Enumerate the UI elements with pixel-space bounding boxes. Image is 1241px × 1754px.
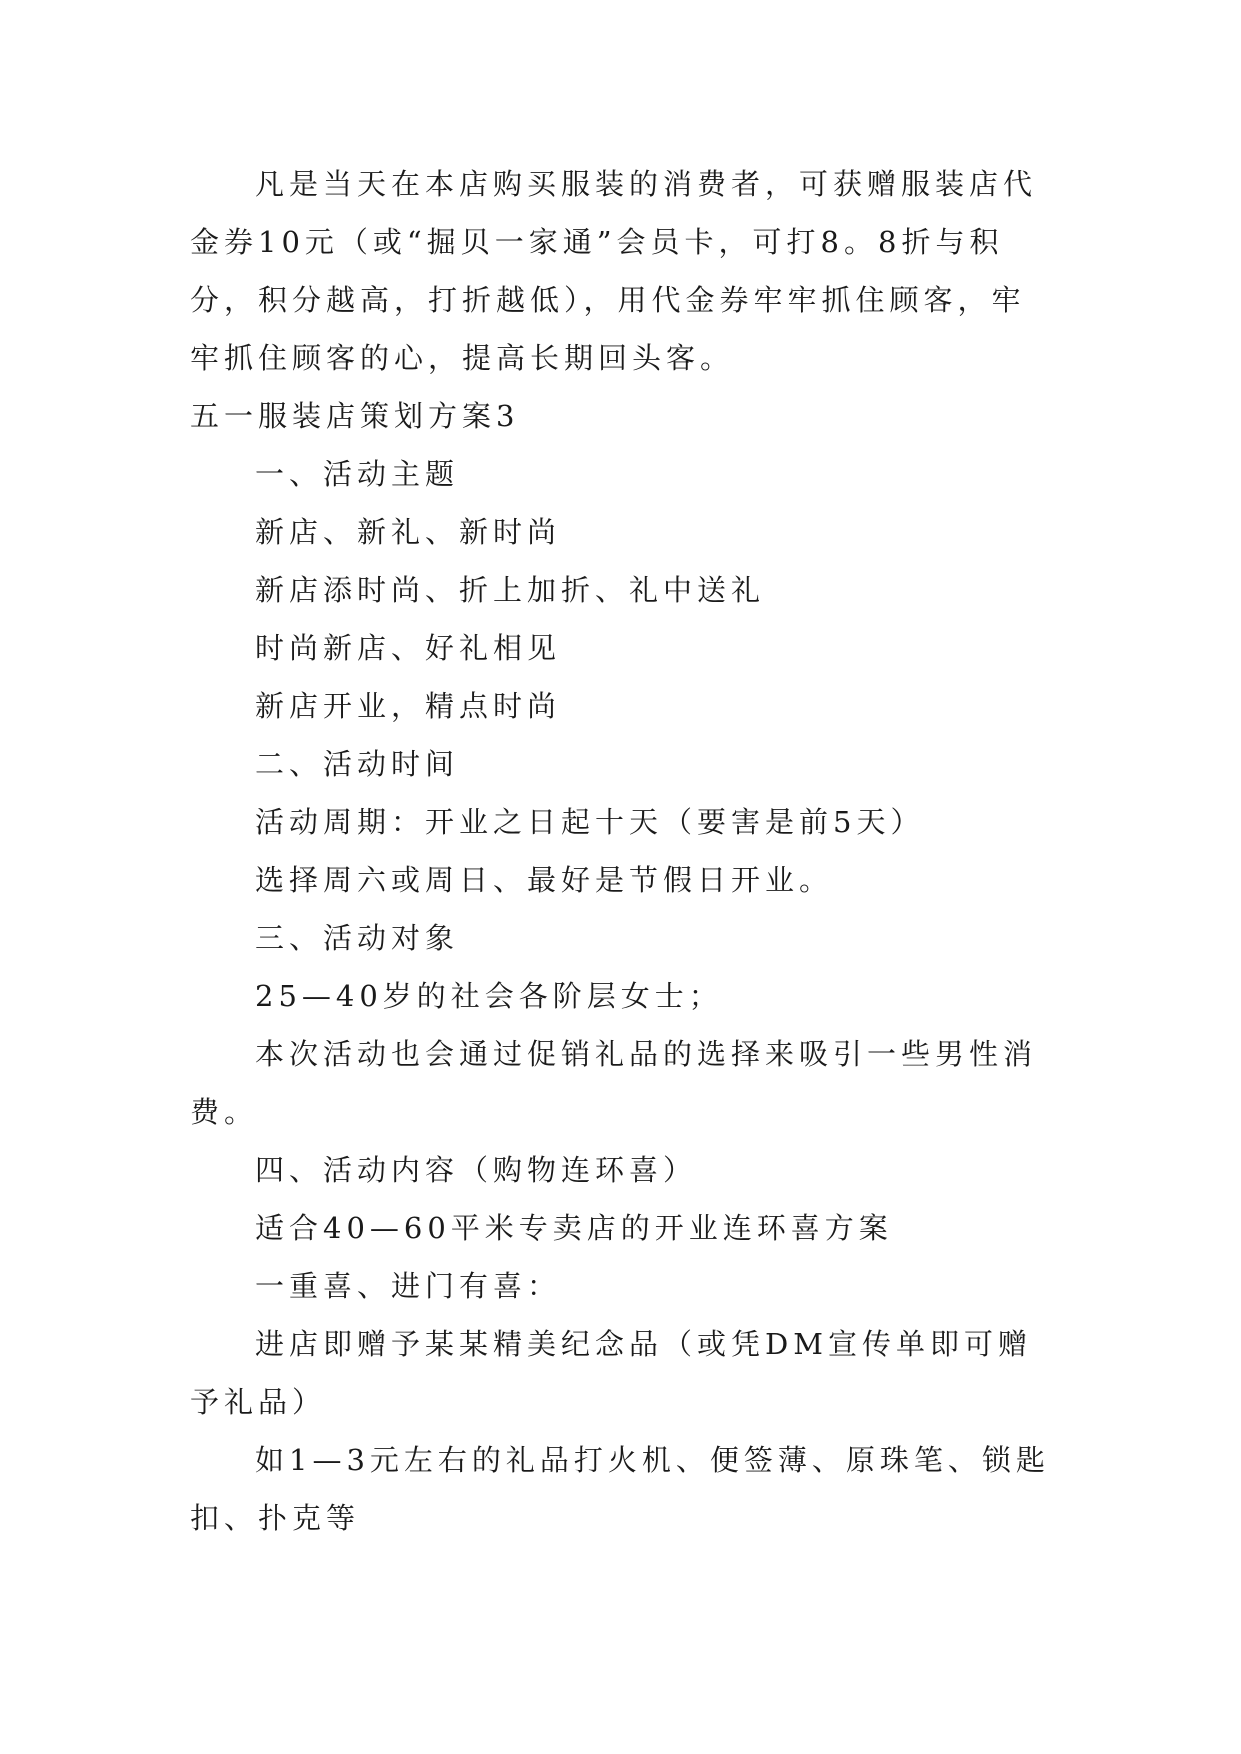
theme-line-4: 新店开业，精点时尚	[255, 689, 562, 723]
theme-line-3: 时尚新店、好礼相见	[255, 631, 562, 665]
first-joy-heading: 一重喜、进门有喜：	[255, 1269, 562, 1303]
paragraph-voucher-offer: 凡是当天在本店购买服装的消费者，可获赠服装店代金券10元（或“掘贝一家通”会员卡，可打8。8折与积分，积分越高，打折越低），用代金券牢牢抓住顾客，牢牢抓住顾客的心，提高长期回头客。	[190, 167, 1038, 375]
theme-line-1: 新店、新礼、新时尚	[255, 515, 562, 549]
heading-activity-target: 三、活动对象	[255, 921, 460, 955]
opening-day-choice: 选择周六或周日、最好是节假日开业。	[255, 863, 834, 897]
target-women: 25—40岁的社会各阶层女士；	[255, 979, 723, 1013]
theme-line-2: 新店添时尚、折上加折、礼中送礼	[255, 573, 766, 607]
document-body	[190, 155, 1058, 1547]
store-size-plan: 适合40—60平米专卖店的开业连环喜方案	[255, 1211, 893, 1245]
first-joy-gift: 进店即赠予某某精美纪念品（或凭DM宣传单即可赠予礼品）	[190, 1327, 1032, 1419]
section-title-plan-3: 五一服装店策划方案3	[190, 399, 520, 433]
gift-examples: 如1—3元左右的礼品打火机、便签薄、原珠笔、锁匙扣、扑克等	[190, 1443, 1050, 1535]
heading-activity-time: 二、活动时间	[255, 747, 460, 781]
target-men: 本次活动也会通过促销礼品的选择来吸引一些男性消费。	[190, 1037, 1038, 1129]
heading-activity-content: 四、活动内容（购物连环喜）	[255, 1153, 698, 1187]
activity-period: 活动周期：开业之日起十天（要害是前5天）	[255, 805, 925, 839]
heading-activity-theme: 一、活动主题	[255, 457, 460, 491]
